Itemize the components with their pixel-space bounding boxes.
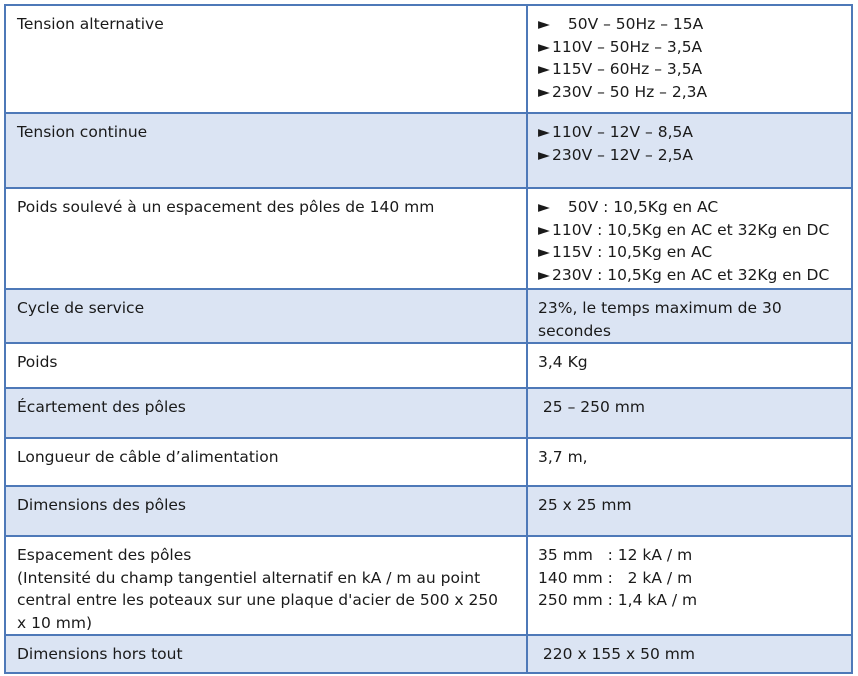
label-cell bbox=[5, 5, 527, 113]
value-line bbox=[538, 58, 841, 81]
value-cell bbox=[527, 188, 852, 289]
label-cell bbox=[5, 388, 527, 438]
value-text: 35 mm : 12 kA / m bbox=[538, 546, 693, 564]
value-text: 3,4 Kg bbox=[538, 353, 588, 371]
triangle-right-icon: ► bbox=[538, 243, 550, 261]
table-row-dimensions-hors-tout bbox=[5, 635, 852, 673]
table-row-longueur-de-cable bbox=[5, 438, 852, 486]
label-cell bbox=[5, 536, 527, 635]
value-text: 50V : 10,5Kg en AC bbox=[558, 198, 719, 216]
value-cell bbox=[527, 113, 852, 188]
value-line bbox=[538, 219, 841, 242]
row-label: Tension alternative bbox=[17, 15, 164, 33]
label-cell bbox=[5, 343, 527, 388]
triangle-right-icon: ► bbox=[538, 220, 550, 239]
label-cell bbox=[5, 486, 527, 536]
row-label: central entre les poteaux sur une plaque d'acier de 500 x 250 bbox=[17, 591, 499, 609]
value-text: 23%, le temps maximum de 30 bbox=[538, 299, 782, 317]
triangle-right-icon: ► bbox=[538, 82, 550, 101]
value-cell bbox=[527, 635, 852, 673]
value-cell bbox=[527, 536, 852, 635]
value-text: 25 x 25 mm bbox=[538, 496, 632, 514]
table-row-ecartement-des-poles bbox=[5, 388, 852, 438]
value-text: 110V – 12V – 8,5A bbox=[552, 123, 693, 141]
value-text: 50V – 50Hz – 15A bbox=[558, 15, 704, 33]
table-row-tension-alternative bbox=[5, 5, 852, 113]
row-label: Poids soulevé à un espacement des pôles de 140 mm bbox=[17, 198, 435, 216]
triangle-right-icon: ► bbox=[538, 123, 550, 141]
triangle-right-icon: ► bbox=[538, 15, 550, 33]
value-cell bbox=[527, 5, 852, 113]
table-row-poids-souleve bbox=[5, 188, 852, 289]
row-label: Poids bbox=[17, 353, 58, 371]
table-row-tension-continue bbox=[5, 113, 852, 188]
value-text: 3,7 m, bbox=[538, 448, 588, 466]
row-label: Cycle de service bbox=[17, 299, 145, 317]
value-text: 115V – 60Hz – 3,5A bbox=[552, 60, 703, 78]
table-row-poids bbox=[5, 343, 852, 388]
label-cell bbox=[5, 188, 527, 289]
row-label: Dimensions des pôles bbox=[17, 496, 187, 514]
value-line bbox=[538, 144, 841, 167]
value-text: 230V : 10,5Kg en AC et 32Kg en DC bbox=[552, 265, 830, 284]
value-line bbox=[538, 13, 841, 36]
label-cell bbox=[5, 113, 527, 188]
value-cell bbox=[527, 486, 852, 536]
value-line bbox=[538, 121, 841, 144]
value-line bbox=[538, 81, 841, 104]
row-label: Écartement des pôles bbox=[17, 398, 186, 416]
row-label: Tension continue bbox=[17, 123, 148, 141]
value-line bbox=[538, 36, 841, 59]
value-line bbox=[538, 196, 841, 219]
table-row-espacement-des-poles bbox=[5, 536, 852, 635]
value-text: 25 – 250 mm bbox=[538, 398, 645, 416]
table-row-dimensions-des-poles bbox=[5, 486, 852, 536]
row-label: Espacement des pôles bbox=[17, 546, 192, 564]
row-label: Longueur de câble d’alimentation bbox=[17, 448, 279, 466]
label-cell bbox=[5, 438, 527, 486]
value-text: 115V : 10,5Kg en AC bbox=[552, 243, 713, 261]
value-cell bbox=[527, 289, 852, 343]
row-label: Dimensions hors tout bbox=[17, 645, 183, 663]
value-cell bbox=[527, 388, 852, 438]
value-text: 110V – 50Hz – 3,5A bbox=[552, 37, 703, 56]
label-cell bbox=[5, 635, 527, 673]
triangle-right-icon: ► bbox=[538, 145, 550, 164]
table-row-cycle-de-service bbox=[5, 289, 852, 343]
value-cell bbox=[527, 343, 852, 388]
value-text: 140 mm : 2 kA / m bbox=[538, 568, 693, 587]
triangle-right-icon: ► bbox=[538, 265, 550, 284]
specifications-table bbox=[4, 4, 853, 674]
value-text: 250 mm : 1,4 kA / m bbox=[538, 591, 698, 609]
triangle-right-icon: ► bbox=[538, 198, 550, 216]
value-text: secondes bbox=[538, 321, 611, 340]
value-text: 230V – 12V – 2,5A bbox=[552, 145, 693, 164]
value-line bbox=[538, 241, 841, 264]
value-line bbox=[538, 264, 841, 287]
value-cell bbox=[527, 438, 852, 486]
value-text: 110V : 10,5Kg en AC et 32Kg en DC bbox=[552, 220, 830, 239]
row-label: (Intensité du champ tangentiel alternatif en kA / m au point bbox=[17, 568, 481, 587]
triangle-right-icon: ► bbox=[538, 37, 550, 56]
row-label: x 10 mm) bbox=[17, 613, 92, 632]
value-text: 220 x 155 x 50 mm bbox=[538, 645, 695, 663]
triangle-right-icon: ► bbox=[538, 60, 550, 78]
value-text: 230V – 50 Hz – 2,3A bbox=[552, 82, 708, 101]
label-cell bbox=[5, 289, 527, 343]
